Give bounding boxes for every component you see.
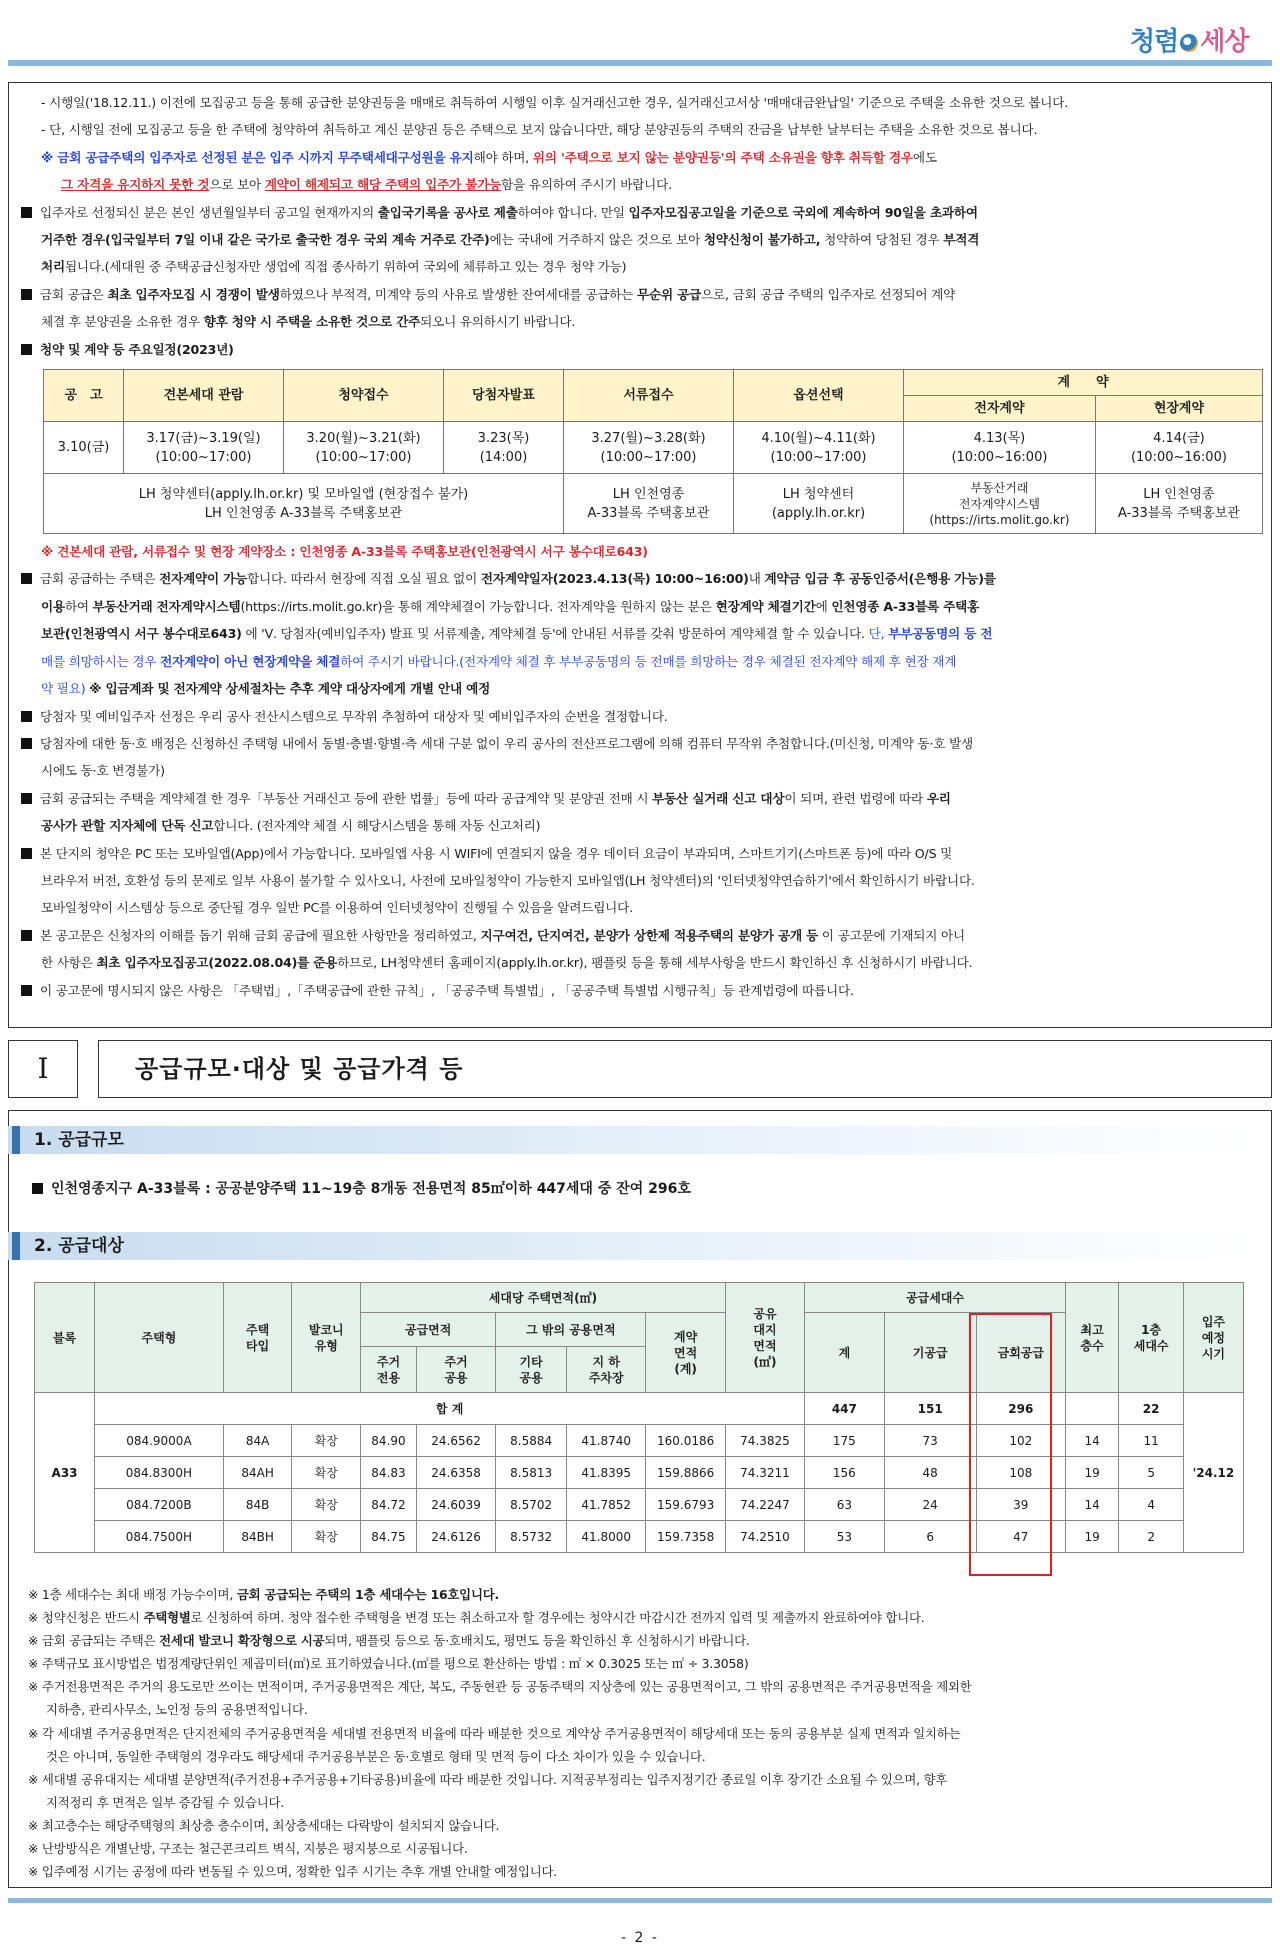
notice-text: 인천영종 A-33블록 주택홍 xyxy=(831,598,980,614)
bullet-square-icon xyxy=(21,930,32,941)
schedule-header: 당첨자발표 xyxy=(444,370,564,422)
schedule-cell-text: (10:00~16:00) xyxy=(951,449,1048,465)
supply-cell: 53 xyxy=(805,1521,884,1553)
section-heading: 공급규모·대상 및 공급가격 등 xyxy=(98,1040,1272,1098)
schedule-cell xyxy=(1095,474,1262,534)
note-item xyxy=(28,1629,1258,1652)
supply-header: 발코니 유형 xyxy=(292,1283,361,1393)
schedule-cell xyxy=(44,474,564,534)
notice-line xyxy=(21,840,1261,867)
supply-cell: 084.7500H xyxy=(95,1521,224,1553)
note-item: ※ 각 세대별 주거공용면적은 단지전체의 주거공용면적을 세대별 전용면적 비율에 따라 배분한 것으로 계약상 주거공용면적이 해당세대 또는 동의 공용부분 실제 면적과 일치하는 xyxy=(28,1725,961,1741)
note-item: ※ 최고층수는 해당주택형의 최상층 층수이며, 최상층세대는 다락방이 설치되지 않습니다. xyxy=(28,1817,500,1833)
schedule-cell-text: 3.23(목) xyxy=(477,430,530,446)
schedule-header: 청약접수 xyxy=(284,370,444,422)
notice-text: 이 되며, 관련 법령에 따라 xyxy=(784,790,927,806)
notice-text: 약 필요) xyxy=(41,681,90,697)
notice-text: 최초 입주자모집 시 경쟁이 발생 xyxy=(107,286,280,302)
notice-line xyxy=(21,620,1261,647)
supply-cell: 41.8000 xyxy=(567,1521,646,1553)
supply-cell: 19 xyxy=(1065,1521,1119,1553)
note-text: ※ 금회 공급되는 주택은 xyxy=(28,1633,160,1649)
supply-cell: 73 xyxy=(884,1425,976,1457)
notice-text: 하여야 합니다. 만일 xyxy=(517,204,629,220)
supply-header: 기공급 xyxy=(884,1313,976,1393)
table-row xyxy=(35,1521,1244,1553)
schedule-cell xyxy=(734,474,904,534)
note-text: 전세대 발코니 확장형으로 시공 xyxy=(159,1633,325,1649)
bullet-square-icon xyxy=(21,573,32,584)
notice-text: 최초 입주자모집공고(2022.08.04)를 준용 xyxy=(96,955,338,971)
notice-text: 에 'Ⅴ. 당첨자(예비입주자) 발표 및 서류제출, 계약체결 등'에 안내된 서류를 갖춰 방문하여 계약체결 할 수 있습니다. xyxy=(241,626,869,642)
supply-cell: 14 xyxy=(1065,1489,1119,1521)
supply-cell: 39 xyxy=(976,1489,1065,1521)
schedule-cell-text: (10:00~16:00) xyxy=(1130,449,1227,465)
notice-box xyxy=(8,82,1272,1028)
bullet-square-icon xyxy=(21,711,32,722)
notice-line xyxy=(21,565,1261,592)
notice-text: 지구여건, 단지여건, 분양가 상한제 적용주택의 분양가 공개 등 xyxy=(480,927,819,943)
notice-text: 본 단지의 청약은 PC 또는 모바일앱(App)에서 가능합니다. 모바일앱 사용 시 WIFI에 연결되지 않을 경우 데이터 요금이 부과되며, 스마트기기(스마트폰 등)에 따라 O/S 및 xyxy=(40,845,953,861)
notice-text: 하므로, LH청약센터 홈페이지(apply.lh.or.kr), 팸플릿 등을 통해 세부사항을 반드시 확인하신 후 신청하시기 바랍니다. xyxy=(337,955,973,971)
subsection-supply-scale xyxy=(8,1126,1256,1154)
note-item: 것은 아니며, 동일한 주택형의 경우라도 해당세대 주거공용부분은 동·호별로 형태 및 면적 등이 다소 차이가 있을 수 있습니다. xyxy=(46,1748,706,1764)
supply-header: 입주 예정 시기 xyxy=(1183,1283,1243,1393)
supply-cell: 확장 xyxy=(292,1425,361,1457)
schedule-heading xyxy=(21,336,1261,363)
supply-cell: 41.8740 xyxy=(567,1425,646,1457)
schedule-header: 현장계약 xyxy=(1095,396,1262,422)
notice-text: 하였으나 부적격, 미계약 등의 사유로 발생한 잔여세대를 공급하는 xyxy=(279,286,638,302)
supply-header: 기타 공용 xyxy=(496,1347,567,1393)
notice-text: 입주자로 선정되신 분은 본인 생년월일부터 공고일 현재까지의 xyxy=(40,204,378,220)
supply-cell: 8.5702 xyxy=(496,1489,567,1521)
notice-text: 무순위 공급 xyxy=(637,286,702,302)
schedule-header: 공 고 xyxy=(44,370,124,422)
notice-line xyxy=(21,785,1261,812)
notice-text: 되오니 유의하시기 바랍니다. xyxy=(420,314,576,330)
schedule-cell-text: 전자계약시스템 xyxy=(958,496,1041,511)
supply-cell: 84AH xyxy=(223,1457,292,1489)
notice-text: 그 자격을 유지하지 못한 것 xyxy=(61,177,210,193)
bullet-square-icon xyxy=(21,344,32,355)
supply-cell: 19 xyxy=(1065,1457,1119,1489)
notice-line xyxy=(21,253,1261,280)
notice-line: 브라우저 버전, 호환성 등의 문제로 일부 사용이 불가할 수 있사오니, 사전에 모바일청약이 가능한지 모바일앱(LH 청약센터)의 '인터넷청약연습하기'에서 확인하시기 바랍니다. xyxy=(41,872,975,888)
notice-text: 거주한 경우(입국일부터 7일 이내 같은 국가로 출국한 경우 국외 계속 거주로 간주) xyxy=(41,232,490,248)
notice-text: 계약이 해제되고 해당 주택의 입주가 불가능 xyxy=(264,177,502,193)
schedule-cell-text: (14:00) xyxy=(479,449,528,465)
schedule-cell-text: (10:00~17:00) xyxy=(155,449,252,465)
supply-total-cell: 22 xyxy=(1119,1393,1183,1425)
schedule-cell-text: LH 청약센터(apply.lh.or.kr) 및 모바일앱 (현장접수 불가) xyxy=(138,486,469,502)
notice-text: 에도 xyxy=(912,149,937,165)
supply-header: 공급세대수 xyxy=(805,1283,1066,1313)
supply-cell: 63 xyxy=(805,1489,884,1521)
schedule-cell-text: LH 인천영종 A-33블록 주택홍보관 xyxy=(204,505,403,521)
supply-header: 주택형 xyxy=(95,1283,224,1393)
notice-text: ※ 금회 공급주택의 입주자로 선정된 분은 입주 시까지 무주택세대구성원을 유지 xyxy=(41,149,474,165)
subsection-title: 1. 공급규모 xyxy=(34,1130,124,1150)
notice-text: 부부공동명의 등 전 xyxy=(888,626,993,642)
notice-line xyxy=(21,144,1261,171)
contract-location-note: ※ 견본세대 관람, 서류접수 및 현장 계약장소 : 인천영종 A-33블록 주택홍보관(인천광역시 서구 봉수대로643) xyxy=(41,544,648,560)
notice-text: 해야 하며, xyxy=(473,149,533,165)
schedule-header: 견본세대 관람 xyxy=(124,370,284,422)
notice-text: 위의 '주택으로 보지 않는 분양권등'의 주택 소유권을 향후 취득할 경우 xyxy=(532,149,913,165)
logo-text-left: 청렴 xyxy=(1130,26,1179,57)
schedule-cell-text: A-33블록 주택홍보관 xyxy=(587,505,710,521)
notice-text: 처리 xyxy=(41,259,65,275)
schedule-cell-text: (apply.lh.or.kr) xyxy=(771,505,866,521)
supply-header: 주거 공용 xyxy=(416,1347,495,1393)
notice-text: 체결 후 분양권을 소유한 경우 xyxy=(41,314,204,330)
note-text: ※ 1층 세대수는 최대 배정 가능수이며, xyxy=(28,1587,237,1602)
notice-text: 됩니다.(세대원 중 주택공급신청자만 생업에 직접 종사하기 위하여 국외에 체류하고 있는 경우 청약 가능) xyxy=(64,259,627,275)
schedule-cell-text: LH 인천영종 xyxy=(612,486,685,502)
notice-text: 이용 xyxy=(41,598,65,614)
notice-line: 모바일청약이 시스템상 등으로 중단될 경우 일반 PC를 이용하여 인터넷청약이 진행될 수 있음을 알려드립니다. xyxy=(41,900,633,916)
schedule-cell-text: A-33블록 주택홍보관 xyxy=(1117,505,1240,521)
schedule-cell-text: (10:00~17:00) xyxy=(600,449,697,465)
supply-cell-block: A33 xyxy=(35,1393,95,1553)
notice-text: 에 xyxy=(815,598,832,614)
supply-cell: 74.2247 xyxy=(725,1489,804,1521)
table-row xyxy=(35,1457,1244,1489)
note-text: 되며, 팸플릿 등으로 동·호배치도, 평면도 등을 확인하신 후 신청하시기 바랍니다. xyxy=(324,1633,750,1649)
note-item: ※ 주택규모 표시방법은 법정계량단위인 제곱미터(㎡)로 표기하였습니다.(㎡를 평으로 환산하는 방법 : ㎡ × 0.3025 또는 ㎡ ÷ 3.3058) xyxy=(28,1656,749,1672)
notice-text: 부동산 실거래 신고 대상 xyxy=(652,790,785,806)
notice-text: 한 사항은 xyxy=(41,955,97,971)
notice-line xyxy=(21,922,1261,949)
schedule-cell xyxy=(904,474,1096,534)
supply-cell: 159.6793 xyxy=(646,1489,725,1521)
notice-text: 현장계약 체결기간 xyxy=(715,598,816,614)
schedule-cell-text: LH 인천영종 xyxy=(1143,486,1215,502)
supply-cell: 41.8395 xyxy=(567,1457,646,1489)
notice-text: 전자계약이 가능 xyxy=(159,571,248,587)
notice-line xyxy=(21,199,1261,226)
bottom-rule xyxy=(8,1898,1272,1903)
bullet-square-icon xyxy=(21,985,32,996)
supply-scale-text: 인천영종지구 A-33블록 : 공공분양주택 11∼19층 8개동 전용면적 85㎡이하 447세대 중 잔여 296호 xyxy=(51,1181,691,1197)
notice-text: 부적격 xyxy=(943,232,980,248)
supply-header: 블록 xyxy=(35,1283,95,1393)
schedule-cell-text: 3.17(금)~3.19(일) xyxy=(146,430,261,446)
schedule-cell xyxy=(124,422,284,474)
notice-text: 하여 xyxy=(64,598,93,614)
schedule-cell-text: (https://irts.molit.go.kr) xyxy=(929,512,1070,527)
supply-header: 세대당 주택면적(㎡) xyxy=(361,1283,726,1313)
subsection-supply-target xyxy=(8,1232,1256,1260)
notice-text: 으로, 금회 공급 주택의 입주자로 선정되어 계약 xyxy=(701,286,956,302)
schedule-header: 서류접수 xyxy=(564,370,734,422)
schedule-header: 계 약 xyxy=(904,370,1263,396)
notice-text: 출입국기록을 공사로 제출 xyxy=(377,204,518,220)
note-item: 지적정리 후 면적은 일부 증감될 수 있습니다. xyxy=(46,1794,285,1810)
notice-text: 보관(인천광역시 서구 봉수대로643) xyxy=(41,626,242,642)
supply-header: 공급면적 xyxy=(361,1313,496,1347)
supply-cell: 156 xyxy=(805,1457,884,1489)
notice-line xyxy=(21,812,1261,839)
notice-line: - 단, 시행일 전에 모집공고 등을 한 주택에 청약하여 취득하고 계신 분양권 등은 주택으로 보지 않습니다만, 해당 분양권등의 주택의 잔금을 납부한 날부터는 주택을 소유한 것으로 봅니다. xyxy=(41,122,1038,138)
notice-line xyxy=(21,281,1261,308)
notice-text: 으로 보아 xyxy=(209,177,265,193)
logo-text xyxy=(1130,21,1248,58)
supply-cell: 확장 xyxy=(292,1457,361,1489)
logo xyxy=(1130,22,1250,56)
notice-text: 당첨자에 대한 동·호 배정은 신청하신 주택형 내에서 동별·층별·향별·측 세대 구분 없이 우리 공사의 전산프로그램에 의해 컴퓨터 무작위 추첨합니다.(미신청, 미계약 동·호 발생 xyxy=(40,735,974,751)
supply-cell: 84BH xyxy=(223,1521,292,1553)
note-text: 로 신청하여 하며. 청약 접수한 주택형을 변경 또는 취소하고자 할 경우에는 청약시간 마감시간 전까지 입력 및 제출까지 완료하여야 합니다. xyxy=(190,1610,925,1626)
supply-total-cell xyxy=(1065,1393,1119,1425)
notice-text: 부동산거래 전자계약시스템 xyxy=(92,598,241,614)
notice-text: 전자계약이 아닌 현장계약을 체결 xyxy=(160,653,341,669)
notice-text: 합니다. (전자계약 체결 시 해당시스템을 통해 자동 신고처리) xyxy=(213,818,541,834)
notice-line xyxy=(21,730,1261,757)
supply-header: 계 xyxy=(805,1313,884,1393)
supply-header: 계약 면적 (계) xyxy=(646,1313,725,1393)
notice-text: 전자계약일자(2023.4.13(목) 10:00~16:00) xyxy=(480,571,749,587)
schedule-cell xyxy=(564,422,734,474)
schedule-cell-text: 부동산거래 xyxy=(970,480,1029,495)
supply-cell: 4 xyxy=(1119,1489,1183,1521)
note-item xyxy=(28,1583,1258,1606)
bullet-square-icon xyxy=(21,289,32,300)
notice-line xyxy=(21,977,1261,1004)
notice-text: 금회 공급하는 주택은 xyxy=(40,571,160,587)
logo-text-right: 세상 xyxy=(1200,26,1249,57)
notice-text: (https://irts.molit.go.kr)을 통해 계약체결이 가능합니다. 전자계약을 원하지 않는 분은 xyxy=(240,598,716,614)
notice-text: 본 공고문은 신청자의 이해를 돕기 위해 금회 공급에 필요한 사항만을 정리하였고, xyxy=(40,927,481,943)
notice-text: 청약신청이 불가하고, xyxy=(703,232,821,248)
note-item: ※ 세대별 공유대지는 세대별 분양면적(주거전용+주거공용+기타공용)비율에 따라 배분한 것입니다. 지적공부정리는 입주지정기간 종료일 이후 장기간 소요될 수 있으며, 향후 xyxy=(28,1771,948,1787)
bullet-square-icon xyxy=(21,207,32,218)
bullet-square-icon xyxy=(21,738,32,749)
schedule-cell-text: 3.20(월)~3.21(화) xyxy=(306,430,421,446)
bullet-square-icon xyxy=(21,793,32,804)
schedule-cell-text: 4.13(목) xyxy=(973,430,1026,446)
schedule-cell-text: LH 청약센터 xyxy=(782,486,855,502)
supply-cell: 160.0186 xyxy=(646,1425,725,1457)
notice-line xyxy=(21,703,1261,730)
supply-header: 그 밖의 공용면적 xyxy=(496,1313,646,1347)
supply-cell: 2 xyxy=(1119,1521,1183,1553)
supply-cell: 41.7852 xyxy=(567,1489,646,1521)
schedule-cell-text: (10:00~17:00) xyxy=(770,449,867,465)
supply-cell: 84.75 xyxy=(361,1521,417,1553)
supply-header: 지 하 주차장 xyxy=(567,1347,646,1393)
supply-cell: 24 xyxy=(884,1489,976,1521)
notice-text: 청약하여 당첨된 경우 xyxy=(820,232,944,248)
notice-text: 금회 공급은 xyxy=(40,286,108,302)
notice-text: 금회 공급되는 주택을 계약체결 한 경우「부동산 거래신고 등에 관한 법률」등에 따라 공급계약 및 분양권 전매 시 xyxy=(40,790,653,806)
supply-cell: 48 xyxy=(884,1457,976,1489)
notice-text: 계약금 입금 후 공동인증서(은행용 가능)를 xyxy=(764,571,996,587)
notice-text: 이 공고문에 기재되지 아니 xyxy=(818,927,965,943)
notice-line xyxy=(21,593,1261,620)
logo-emblem-icon xyxy=(1180,34,1198,52)
note-item: ※ 주거전용면적은 주거의 용도로만 쓰이는 면적이며, 주거공용면적은 계단, 복도, 주동현관 등 공동주택의 지상층에 있는 공용면적이고, 그 밖의 공용면적은 주거공용면적을 제외한 xyxy=(28,1679,972,1695)
supply-header: 1층 세대수 xyxy=(1119,1283,1183,1393)
schedule-cell xyxy=(284,422,444,474)
supply-cell: 14 xyxy=(1065,1425,1119,1457)
supply-header: 최고 층수 xyxy=(1065,1283,1119,1393)
supply-cell: 6 xyxy=(884,1521,976,1553)
note-item: ※ 난방방식은 개별난방, 구조는 철근콘크리트 벽식, 지붕은 평지붕으로 시공됩니다. xyxy=(28,1841,468,1857)
note-item xyxy=(28,1606,1258,1629)
section-title xyxy=(8,1040,1272,1098)
supply-header: 공유 대지 면적 (㎡) xyxy=(725,1283,804,1393)
supply-cell-move-in: '24.12 xyxy=(1183,1393,1243,1553)
supply-cell: 159.8866 xyxy=(646,1457,725,1489)
subsection-title: 2. 공급대상 xyxy=(34,1236,124,1256)
supply-cell: 84.90 xyxy=(361,1425,417,1457)
supply-cell: 74.3825 xyxy=(725,1425,804,1457)
notice-line xyxy=(21,949,1261,976)
notice-text: 합니다. 따라서 현장에 직접 오실 필요 없이 xyxy=(247,571,481,587)
bullet-square-icon xyxy=(21,848,32,859)
supply-cell: 24.6039 xyxy=(416,1489,495,1521)
notice-text: 입주자모집공고일을 기준으로 국외에 계속하여 90일을 초과하여 xyxy=(628,204,978,220)
supply-cell: 102 xyxy=(976,1425,1065,1457)
notice-text: 에는 국내에 거주하지 않은 것으로 보아 xyxy=(489,232,704,248)
supply-cell: 24.6562 xyxy=(416,1425,495,1457)
schedule-cell-text: 4.10(월)~4.11(화) xyxy=(761,430,876,446)
supply-cell: 74.3211 xyxy=(725,1457,804,1489)
supply-cell: 47 xyxy=(976,1521,1065,1553)
supply-cell: 108 xyxy=(976,1457,1065,1489)
schedule-cell xyxy=(564,474,734,534)
note-item: ※ 입주예정 시기는 공정에 따라 변동될 수 있으며, 정확한 입주 시기는 추후 개별 안내할 예정입니다. xyxy=(28,1864,558,1880)
schedule-cell xyxy=(1095,422,1262,474)
notice-text: 당첨자 및 예비입주자 선정은 우리 공사 전산시스템으로 무작위 추첨하여 대상자 및 예비입주자의 순번을 결정합니다. xyxy=(40,708,668,724)
notice-text: 함을 유의하여 주시기 바랍니다. xyxy=(501,177,672,193)
supply-total-cell: 296 xyxy=(976,1393,1065,1425)
note-text: 금회 공급되는 주택의 1층 세대수는 16호입니다. xyxy=(236,1587,500,1602)
supply-cell: 084.9000A xyxy=(95,1425,224,1457)
notice-text: 청약 및 계약 등 주요일정(2023년) xyxy=(40,341,234,357)
notice-text: 내 xyxy=(748,571,765,587)
notice-text: 공사가 관할 지자체에 단독 신고 xyxy=(41,818,214,834)
supply-cell: 084.7200B xyxy=(95,1489,224,1521)
schedule-header: 전자계약 xyxy=(904,396,1096,422)
supply-cell: 159.7358 xyxy=(646,1521,725,1553)
supply-cell: 확장 xyxy=(292,1521,361,1553)
note-text: ※ 청약신청은 반드시 xyxy=(28,1610,144,1626)
schedule-cell: 3.10(금) xyxy=(44,422,124,474)
top-rule xyxy=(8,60,1272,66)
supply-total-cell: 447 xyxy=(805,1393,884,1425)
note-item: 지하층, 관리사무소, 노인정 등의 공용면적입니다. xyxy=(46,1702,308,1718)
supply-cell: 84.83 xyxy=(361,1457,417,1489)
notice-text: 이 공고문에 명시되지 않은 사항은 「주택법」,「주택공급에 관한 규칙」, 「공공주택 특별법」, 「공공주택 특별법 시행규칙」등 관계법령에 따릅니다. xyxy=(40,982,854,998)
notice-text: ※ 입금계좌 및 전자계약 상세절차는 추후 계약 대상자에게 개별 안내 예정 xyxy=(89,681,491,697)
notice-line xyxy=(21,171,1261,198)
supply-cell: 24.6358 xyxy=(416,1457,495,1489)
supply-scale-line xyxy=(32,1178,691,1198)
section-number: Ⅰ xyxy=(8,1040,78,1098)
notice-line xyxy=(21,226,1261,253)
supply-header: 주거 전용 xyxy=(361,1347,417,1393)
notice-line: - 시행일('18.12.11.) 이전에 모집공고 등을 통해 공급한 분양권등을 매매로 취득하여 시행일 이후 실거래신고한 경우, 실거래신고서상 '매매대금완납일' 기준으로 주택을 소유한 것으로 봅니다. xyxy=(41,95,1069,110)
table-row xyxy=(35,1489,1244,1521)
bullet-square-icon xyxy=(32,1183,43,1194)
supply-cell: 74.2510 xyxy=(725,1521,804,1553)
note-text: 주택형별 xyxy=(143,1610,191,1626)
supply-cell: 084.8300H xyxy=(95,1457,224,1489)
notice-line xyxy=(21,675,1261,702)
notice-text: 우리 xyxy=(926,790,951,806)
supply-cell: 11 xyxy=(1119,1425,1183,1457)
subsection-bar xyxy=(12,1126,20,1154)
schedule-cell-text: 3.27(월)~3.28(화) xyxy=(591,430,706,446)
notice-line xyxy=(21,648,1261,675)
supply-cell: 8.5884 xyxy=(496,1425,567,1457)
notice-line: 시에도 동·호 변경불가) xyxy=(41,763,165,779)
schedule-cell xyxy=(904,422,1096,474)
page-number: - 2 - xyxy=(621,1930,659,1946)
schedule-cell-text: 4.14(금) xyxy=(1153,430,1205,446)
supply-total-cell: 151 xyxy=(884,1393,976,1425)
supply-cell: 84A xyxy=(223,1425,292,1457)
supply-cell: 84B xyxy=(223,1489,292,1521)
subsection-bar xyxy=(12,1232,20,1260)
supply-header: 금회공급 xyxy=(976,1313,1065,1393)
notice-text: 하여 주시기 바랍니다.(전자계약 체결 후 부부공동명의 등 전매를 희망하는 경우 체결된 전자계약 해제 후 현장 재계 xyxy=(340,653,957,669)
supply-cell: 확장 xyxy=(292,1489,361,1521)
supply-total-label: 합 계 xyxy=(95,1393,805,1425)
notice-text: 향후 청약 시 주택을 소유한 것으로 간주 xyxy=(203,314,421,330)
schedule-cell xyxy=(444,422,564,474)
schedule-cell xyxy=(734,422,904,474)
notice-text: 단, xyxy=(868,626,889,642)
notes-list xyxy=(28,1583,1258,1883)
schedule-cell-text: (10:00~17:00) xyxy=(315,449,412,465)
notice-text: 매를 희망하시는 경우 xyxy=(41,653,161,669)
schedule-header: 옵션선택 xyxy=(734,370,904,422)
table-row xyxy=(35,1425,1244,1457)
supply-table xyxy=(34,1282,1244,1553)
supply-cell: 175 xyxy=(805,1425,884,1457)
supply-cell: 84.72 xyxy=(361,1489,417,1521)
supply-cell: 24.6126 xyxy=(416,1521,495,1553)
supply-cell: 8.5813 xyxy=(496,1457,567,1489)
supply-header: 주택 타입 xyxy=(223,1283,292,1393)
notice-line xyxy=(21,308,1261,335)
schedule-table xyxy=(43,369,1263,534)
supply-cell: 5 xyxy=(1119,1457,1183,1489)
supply-cell: 8.5732 xyxy=(496,1521,567,1553)
